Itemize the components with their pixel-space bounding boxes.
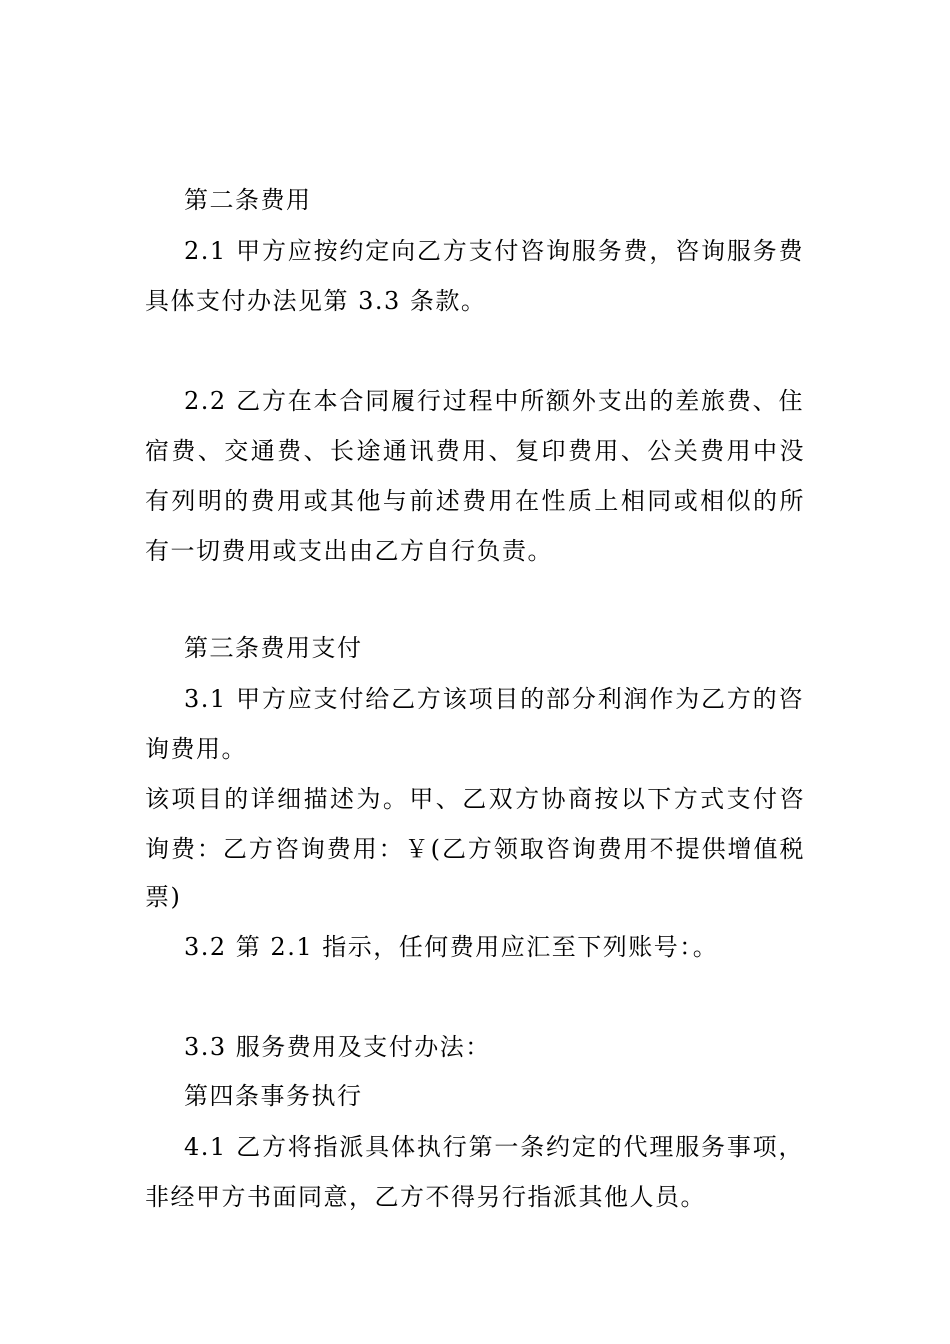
- clause-3-1-line-2: 询费用。: [145, 735, 247, 763]
- clause-2-2-line-3: 有列明的费用或其他与前述费用在性质上相同或相似的所: [145, 487, 805, 515]
- project-description-line-1: 该项目的详细描述为。甲、乙双方协商按以下方式支付咨: [145, 785, 805, 813]
- clause-2-2-line-1: 2.2 乙方在本合同履行过程中所额外支出的差旅费、住: [184, 387, 804, 415]
- clause-2-1-line-1: 2.1 甲方应按约定向乙方支付咨询服务费，咨询服务费: [184, 237, 804, 265]
- clause-3-1-line-1: 3.1 甲方应支付给乙方该项目的部分利润作为乙方的咨: [184, 685, 804, 713]
- article-2-heading: 第二条费用: [184, 186, 312, 214]
- clause-2-2-line-2: 宿费、交通费、长途通讯费用、复印费用、公关费用中没: [145, 437, 805, 465]
- article-3-heading: 第三条费用支付: [184, 634, 363, 662]
- project-description-line-3: 票): [145, 883, 182, 911]
- clause-4-1-line-1: 4.1 乙方将指派具体执行第一条约定的代理服务事项，: [184, 1133, 804, 1161]
- clause-3-2: 3.2 第 2.1 指示，任何费用应汇至下列账号：。: [184, 933, 719, 961]
- clause-2-1-line-2: 具体支付办法见第 3.3 条款。: [145, 287, 487, 315]
- project-description-line-2: 询费：乙方咨询费用：￥(乙方领取咨询费用不提供增值税: [145, 835, 805, 863]
- clause-2-2-line-4: 有一切费用或支出由乙方自行负责。: [145, 537, 553, 565]
- clause-3-3: 3.3 服务费用及支付办法：: [184, 1033, 491, 1061]
- clause-4-1-line-2: 非经甲方书面同意，乙方不得另行指派其他人员。: [145, 1183, 706, 1211]
- article-4-heading: 第四条事务执行: [184, 1082, 363, 1110]
